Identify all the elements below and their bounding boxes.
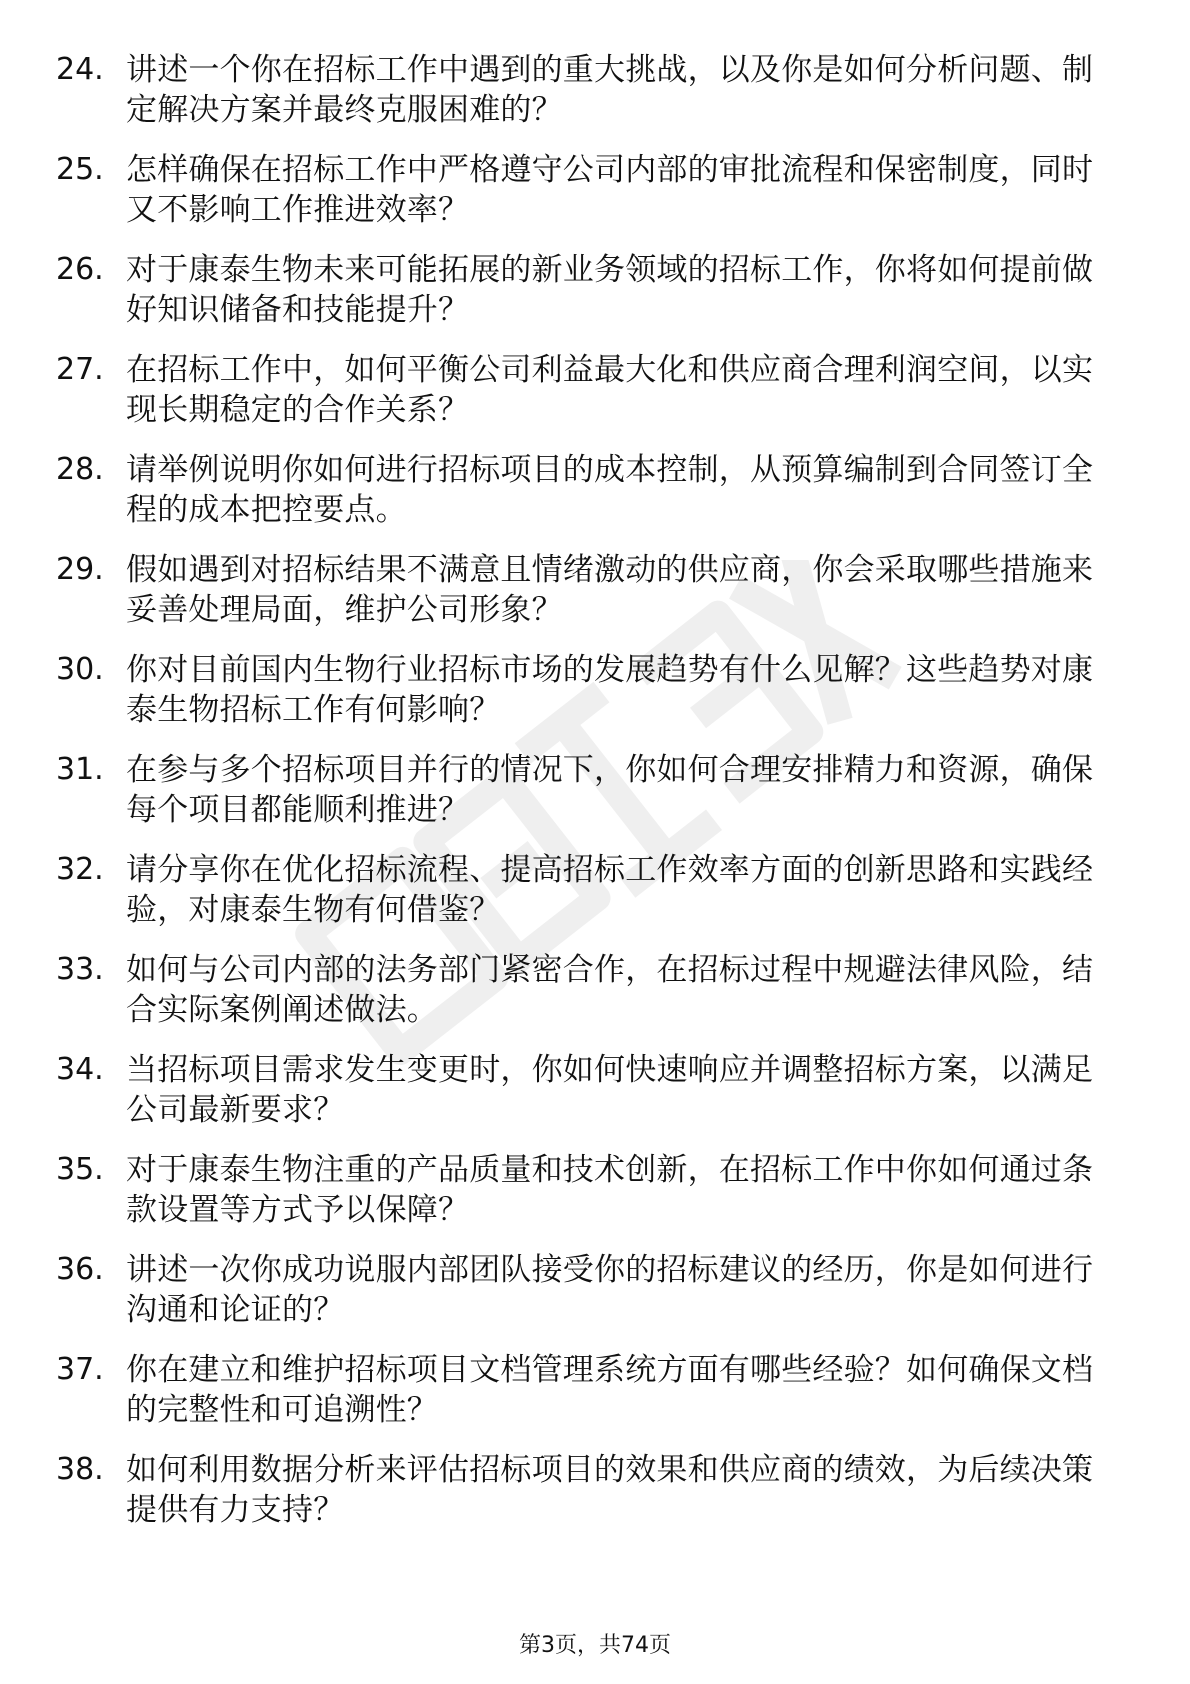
- question-item-27: [56, 350, 1116, 430]
- question-text: 如何与公司内部的法务部门紧密合作，在招标过程中规避法律风险，结合实际案例阐述做法。: [126, 952, 1094, 1028]
- question-text: 讲述一次你成功说服内部团队接受你的招标建议的经历，你是如何进行沟通和论证的？: [126, 1252, 1094, 1328]
- question-item-32: [56, 850, 1116, 930]
- question-number: 24.: [56, 52, 104, 87]
- question-text: 当招标项目需求发生变更时，你如何快速响应并调整招标方案，以满足公司最新要求？: [126, 1052, 1094, 1128]
- question-number: 37.: [56, 1352, 104, 1387]
- question-item-34: [56, 1050, 1116, 1130]
- question-text: 如何利用数据分析来评估招标项目的效果和供应商的绩效，为后续决策提供有力支持？: [126, 1452, 1094, 1528]
- question-number: 32.: [56, 852, 104, 887]
- question-number: 29.: [56, 552, 104, 587]
- question-number: 38.: [56, 1452, 104, 1487]
- question-item-25: [56, 150, 1116, 230]
- question-item-26: [56, 250, 1116, 330]
- question-item-33: [56, 950, 1116, 1030]
- question-number: 35.: [56, 1152, 104, 1187]
- question-item-28: [56, 450, 1116, 530]
- question-text: 在招标工作中，如何平衡公司利益最大化和供应商合理利润空间，以实现长期稳定的合作关系？: [126, 352, 1094, 428]
- question-number: 36.: [56, 1252, 104, 1287]
- question-item-29: [56, 550, 1116, 630]
- question-item-24: [56, 50, 1116, 130]
- question-number: 25.: [56, 152, 104, 187]
- question-text: 假如遇到对招标结果不满意且情绪激动的供应商，你会采取哪些措施来妥善处理局面，维护公司形象？: [126, 552, 1094, 628]
- question-text: 怎样确保在招标工作中严格遵守公司内部的审批流程和保密制度，同时又不影响工作推进效率？: [126, 152, 1094, 228]
- question-number: 31.: [56, 752, 104, 787]
- page-number-footer: 第3页，共74页: [519, 1633, 671, 1658]
- question-text: 讲述一个你在招标工作中遇到的重大挑战，以及你是如何分析问题、制定解决方案并最终克服困难的？: [126, 52, 1094, 128]
- question-text: 在参与多个招标项目并行的情况下，你如何合理安排精力和资源，确保每个项目都能顺利推进？: [126, 752, 1094, 828]
- question-item-35: [56, 1150, 1116, 1230]
- question-number: 28.: [56, 452, 104, 487]
- question-list: [56, 50, 1116, 1550]
- question-number: 33.: [56, 952, 104, 987]
- question-number: 27.: [56, 352, 104, 387]
- question-text: 对于康泰生物注重的产品质量和技术创新，在招标工作中你如何通过条款设置等方式予以保障？: [126, 1152, 1094, 1228]
- question-item-31: [56, 750, 1116, 830]
- question-item-30: [56, 650, 1116, 730]
- question-text: 请分享你在优化招标流程、提高招标工作效率方面的创新思路和实践经验，对康泰生物有何借鉴？: [126, 852, 1094, 928]
- question-number: 30.: [56, 652, 104, 687]
- question-item-38: [56, 1450, 1116, 1530]
- question-item-37: [56, 1350, 1116, 1430]
- question-text: 请举例说明你如何进行招标项目的成本控制，从预算编制到合同签订全程的成本把控要点。: [126, 452, 1094, 528]
- question-item-36: [56, 1250, 1116, 1330]
- question-text: 对于康泰生物未来可能拓展的新业务领域的招标工作，你将如何提前做好知识储备和技能提升？: [126, 252, 1094, 328]
- question-number: 34.: [56, 1052, 104, 1087]
- question-number: 26.: [56, 252, 104, 287]
- question-text: 你对目前国内生物行业招标市场的发展趋势有什么见解？这些趋势对康泰生物招标工作有何影响？: [126, 652, 1094, 728]
- question-text: 你在建立和维护招标项目文档管理系统方面有哪些经验？如何确保文档的完整性和可追溯性？: [126, 1352, 1094, 1428]
